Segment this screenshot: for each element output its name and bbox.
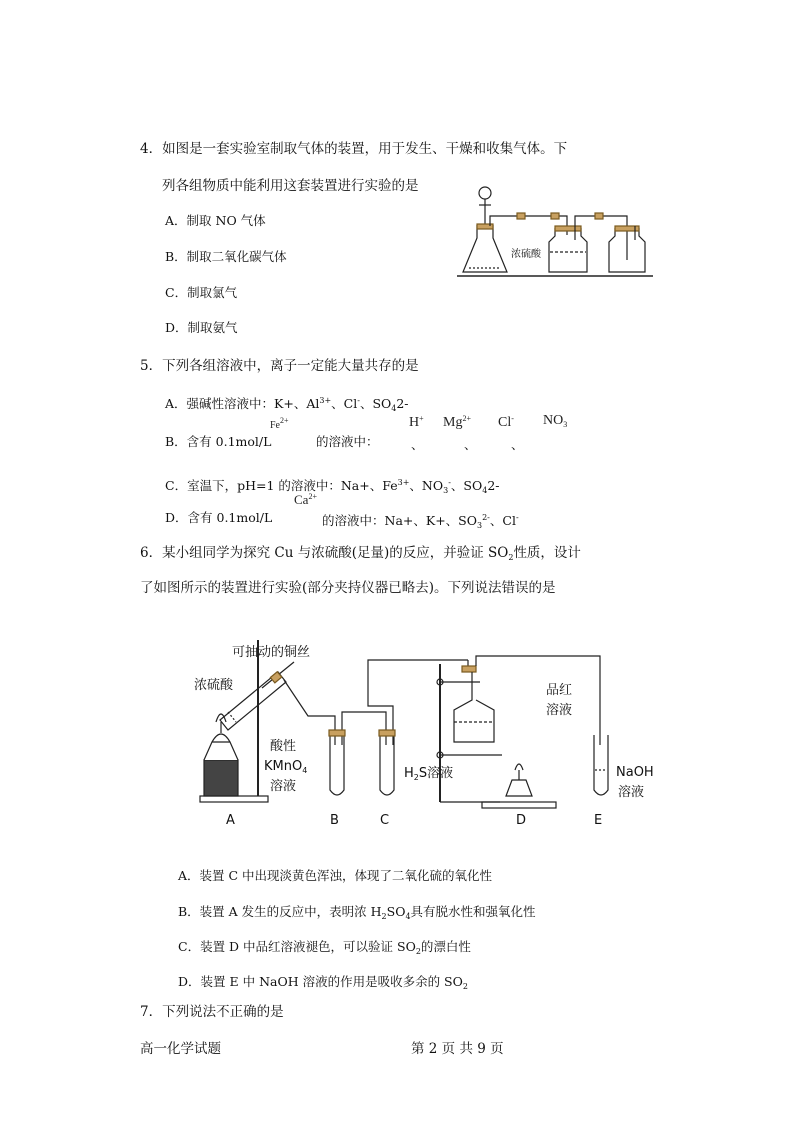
q4-option-d: D．制取氨气 <box>165 320 238 335</box>
q6-figure-kmno4-label-3: 溶液 <box>270 779 297 794</box>
q6-option-c: C．装置 D 中品红溶液褪色，可以验证 $SO_2$的漂白性 <box>178 939 471 956</box>
q5-option-d-suffix: 的溶液中：Na+、K+、$SO_3^{2-}$、Cl- <box>322 513 519 530</box>
q5-option-b-sep2: 、 <box>464 437 477 452</box>
q6-apparatus-figure <box>190 630 670 835</box>
q6-figure-conc-acid-label: 浓硫酸 <box>194 678 234 693</box>
q5-option-c: C．室温下，pH=1 的溶液中：Na+、$Fe^{3+}$、$NO_3^-$、$SO_42-$ <box>165 478 500 495</box>
q5-option-b-suffix: 的溶液中： <box>316 434 379 449</box>
q7-stem: 7．下列说法不正确的是 <box>140 1004 284 1020</box>
q6-figure-kmno4-label-1: 酸性 <box>270 739 297 754</box>
footer-subject: 高一化学试题 <box>140 1041 221 1057</box>
q5-option-b-prefix: B．含有 0.1mol/L <box>165 434 272 449</box>
q5-stem: 5．下列各组溶液中，离子一定能大量共存的是 <box>140 358 419 374</box>
q5-option-b-cl-ion: Cl- <box>498 414 514 430</box>
q6-figure-label-b: B <box>330 813 339 828</box>
q4-option-c: C．制取氯气 <box>165 285 238 300</box>
q5-option-b-fe-ion: $Fe^{2+}$ <box>270 416 289 431</box>
q5-option-b-no3-ion: $NO_3$ <box>543 413 568 429</box>
q5-option-d-prefix: D．含有 0.1mol/L <box>165 510 273 525</box>
q6-figure-label-d: D <box>516 813 527 828</box>
q6-figure-h2s-label: $H_2S$溶液 <box>404 766 454 782</box>
q6-figure-copper-wire-label: 可抽动的铜丝 <box>232 645 311 660</box>
q6-figure-pinhong-label-1: 品红 <box>546 683 573 698</box>
q6-stem-line1: 6．某小组同学为探究 Cu 与浓硫酸(足量)的反应，并验证 $SO_2$性质，设计 <box>140 545 581 562</box>
q6-figure-naoh-label-1: NaOH <box>616 765 654 780</box>
q6-figure-label-c: C <box>380 813 390 828</box>
q4-stem-line1: 4．如图是一套实验室制取气体的装置，用于发生、干燥和收集气体。下 <box>140 141 568 157</box>
q5-option-d-ca-ion: $Ca^{2+}$ <box>294 492 317 507</box>
q4-stem-line2: 列各组物质中能利用这套装置进行实验的是 <box>162 178 419 194</box>
q5-option-b-mg-ion: $Mg^{2+}$ <box>443 414 471 430</box>
q4-option-a: A．制取 NO 气体 <box>165 213 266 228</box>
q6-stem-line2: 了如图所示的装置进行实验(部分夹持仪器已略去)。下列说法错误的是 <box>140 580 556 596</box>
q6-figure-pinhong-label-2: 溶液 <box>546 703 573 718</box>
q5-option-b-sep3: 、 <box>511 437 524 452</box>
q6-figure-naoh-label-2: 溶液 <box>618 785 645 800</box>
q5-option-a: A．强碱性溶液中：K+、$Al^{3+}$、Cl-、$SO_42-$ <box>165 396 409 413</box>
q6-option-a: A．装置 C 中出现淡黄色浑浊，体现了二氧化硫的氧化性 <box>178 868 493 883</box>
q6-option-b: B．装置 A 发生的反应中，表明浓 $H_2SO_4$具有脱水性和强氧化性 <box>178 904 536 921</box>
q6-figure-label-e: E <box>594 813 603 828</box>
q6-option-d: D．装置 E 中 NaOH 溶液的作用是吸收多余的 $SO_2$ <box>178 974 468 991</box>
q4-option-b: B．制取二氧化碳气体 <box>165 249 287 264</box>
q4-apparatus-figure <box>455 180 655 280</box>
q5-option-b-sep1: 、 <box>411 437 424 452</box>
q6-figure-label-a: A <box>226 813 235 828</box>
footer-page-number: 第 2 页 共 9 页 <box>411 1041 504 1057</box>
q6-figure-kmno4-label-2: KMnO$_4$ <box>264 759 308 775</box>
q4-figure-label-conc-acid: 浓硫酸 <box>511 249 541 260</box>
q5-option-b-h-ion: H+ <box>409 414 424 430</box>
